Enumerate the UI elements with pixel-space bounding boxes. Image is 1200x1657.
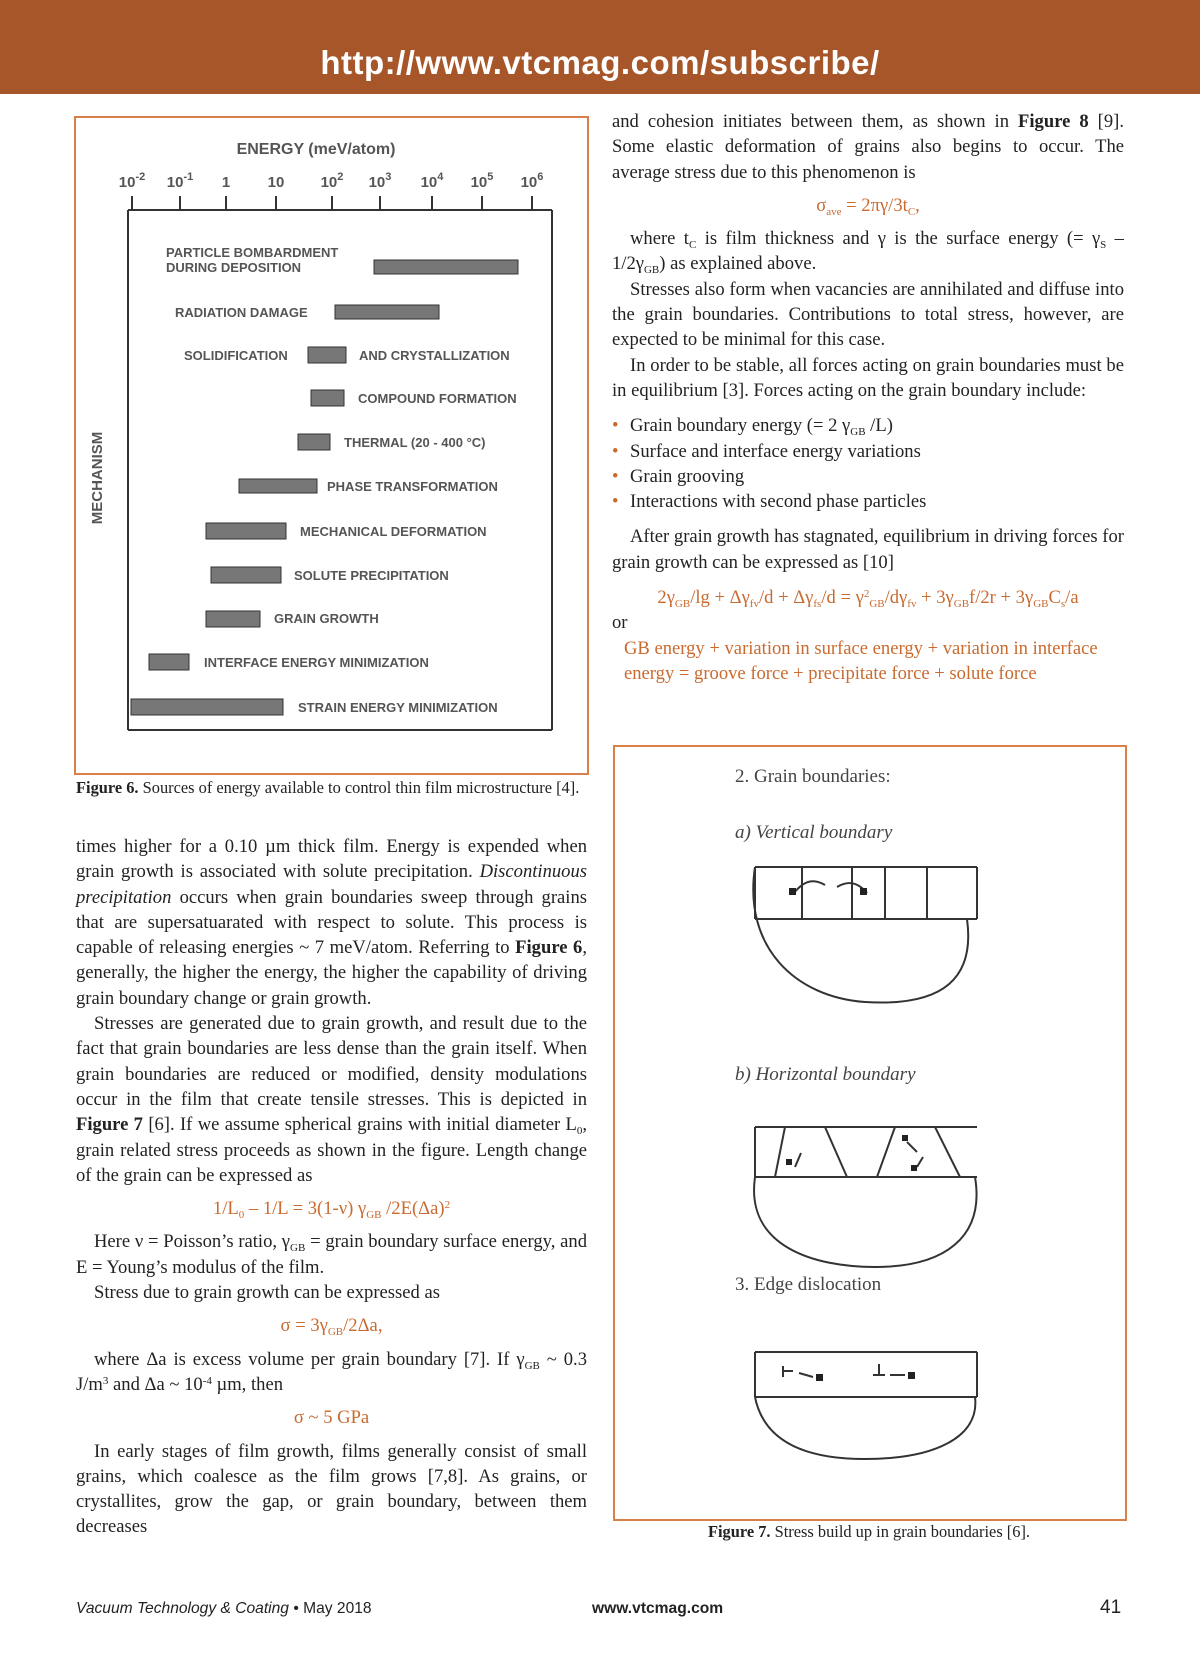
right-paragraph-5: After grain growth has stagnated, equilibrium in driving forces for grain growth can be expressed as [10] bbox=[612, 526, 1124, 573]
energy-tick-label: $10^2$ bbox=[320, 171, 344, 191]
bar-thermal bbox=[298, 434, 330, 450]
figure-7-diagram bbox=[615, 747, 1125, 1519]
figure-7-title: 2. Grain boundaries: bbox=[735, 766, 891, 787]
label-interface-energy: INTERFACE ENERGY MINIMIZATION bbox=[204, 655, 429, 670]
equation-length-change: $1/L_0 - 1/L = 3(1-\nu)$ $\gamma_{GB}$ $/2E(\Delta a)^2$ bbox=[212, 1198, 451, 1222]
left-paragraph-1: times higher for a 0.10 µm thick film. Energy is expended when grain growth is associated with solute precipitation. Discontinuous precipitation occurs when grain boundaries sweep through grains that are supersatuarated with respect to solute. This process is capable of releasing energies ~ 7 meV/atom. Referring to Figure 6, generally, the higher the energy, the higher the capability of driving grain boundary change or grain growth. bbox=[76, 836, 587, 1009]
left-paragraph-6: In early stages of film growth, films generally consist of small grains, which coalesce as the film grows [7,8]. As grains, or crystallites, grow the gap, or grain boundary, between them decreases bbox=[76, 1440, 587, 1538]
right-paragraph-4: In order to be stable, all forces acting on grain boundaries must be in equilibrium [3]. Forces acting on the grain boundary include: bbox=[612, 354, 1124, 401]
figure-7-sub-3: 3. Edge dislocation bbox=[735, 1274, 882, 1295]
energy-tick-label: $10^{-2}$ bbox=[118, 171, 146, 191]
atom-square bbox=[816, 1374, 823, 1381]
right-paragraph-1: and cohesion initiates between them, as shown in Figure 8 [9]. Some elastic deformation of grains also begins to occur. The average stress due to this phenomenon is bbox=[612, 111, 1124, 183]
energy-tick-label: $10^6$ bbox=[520, 171, 544, 191]
label-solidification: SOLIDIFICATION bbox=[184, 348, 288, 363]
label-mechanical-deformation: MECHANICAL DEFORMATION bbox=[300, 524, 487, 539]
right-paragraph-3: Stresses also form when vacancies are annihilated and diffuse into the grain boundaries. Contributions to total stress, however, are expected to be minimal for this case. bbox=[612, 278, 1124, 351]
label-radiation-damage: RADIATION DAMAGE bbox=[175, 305, 308, 320]
bar-interface-energy bbox=[149, 654, 189, 670]
vertical-boundary-diagram bbox=[753, 867, 977, 1003]
label-phase-transformation: PHASE TRANSFORMATION bbox=[327, 479, 498, 494]
energy-tick-label: $10^5$ bbox=[470, 171, 494, 191]
equation-average-stress: $\sigma_{ave} = 2\pi\gamma/3t_C$, bbox=[816, 194, 920, 218]
list-item: • Grain boundary energy (= 2 $\gamma_{GB}$ /L) bbox=[612, 413, 1124, 438]
label-during-deposition: DURING DEPOSITION bbox=[166, 260, 302, 275]
label-compound-formation: COMPOUND FORMATION bbox=[358, 391, 517, 406]
label-particle-bombardment: PARTICLE BOMBARDMENT bbox=[166, 245, 339, 260]
page-number: 41 bbox=[1100, 1597, 1122, 1618]
left-column bbox=[76, 834, 587, 1540]
bar-strain-energy bbox=[131, 699, 283, 715]
atom-square bbox=[860, 888, 867, 895]
figure-6-frame bbox=[74, 116, 589, 775]
energy-axis-title: ENERGY (meV/atom) bbox=[236, 141, 396, 158]
mechanism-axis-label: MECHANISM bbox=[89, 431, 106, 525]
or-text: or bbox=[612, 612, 628, 634]
label-crystallization: AND CRYSTALLIZATION bbox=[359, 348, 510, 363]
label-thermal: THERMAL (20 - 400 °C) bbox=[344, 435, 486, 450]
figure-7-sub-b: b) Horizontal boundary bbox=[735, 1064, 916, 1085]
list-item: • Grain grooving bbox=[612, 464, 1124, 489]
equation-stress-value: σ ~ 5 GPa bbox=[293, 1407, 370, 1429]
bar-solidification bbox=[308, 347, 346, 363]
footer-journal: Vacuum Technology & Coating • May 2018 bbox=[76, 1600, 372, 1617]
atom-square bbox=[789, 888, 796, 895]
equation-stress: $\sigma = 3\gamma_{GB}/2\Delta a$, bbox=[280, 1315, 383, 1339]
horizontal-boundary-diagram bbox=[754, 1127, 977, 1267]
figure-7-frame bbox=[613, 745, 1127, 1521]
left-paragraph-3: Here ν = Poisson’s ratio, $\gamma_{GB}$ = grain boundary surface energy, and E = Young’s modulus of the film. bbox=[76, 1231, 587, 1278]
right-column bbox=[612, 109, 1124, 686]
figure-6-caption: Figure 6. Sources of energy available to control thin film microstructure [4]. bbox=[76, 778, 580, 797]
bar-grain-growth bbox=[206, 611, 260, 627]
atom-square bbox=[908, 1372, 915, 1379]
bar-radiation-damage bbox=[335, 305, 439, 319]
subscribe-url-link[interactable]: http://www.vtcmag.com/subscribe/ bbox=[320, 44, 880, 81]
right-paragraph-2: where $t_C$ is film thickness and γ is the surface energy (= $\gamma_S - 1/2\gamma_{GB}$) as explained above. bbox=[612, 228, 1124, 277]
equation-words: GB energy + variation in surface energy + variation in interface energy = groove force + precipitate force + solute force bbox=[624, 637, 1098, 684]
footer-site[interactable]: www.vtcmag.com bbox=[592, 1600, 724, 1617]
bar-solute-precipitation bbox=[211, 567, 281, 583]
left-paragraph-4: Stress due to grain growth can be expressed as bbox=[94, 1282, 440, 1304]
equation-equilibrium: $2\gamma_{GB}/\lg + \Delta\gamma_{fv}/d + \Delta\gamma_{fs}/d = \gamma^2_{GB}/d\gamma_{fv} + 3\gamma_{GB}f/2r + 3\gamma_{GB}C_s/a$ bbox=[657, 587, 1079, 611]
label-solute-precipitation: SOLUTE PRECIPITATION bbox=[294, 568, 449, 583]
atom-square bbox=[911, 1165, 917, 1171]
forces-list bbox=[612, 413, 1124, 514]
energy-tick-label: $10^{-1}$ bbox=[166, 171, 194, 191]
list-item: • Interactions with second phase particles bbox=[612, 489, 1124, 514]
header-banner bbox=[0, 0, 1200, 94]
energy-tick-label: $10^3$ bbox=[368, 171, 392, 191]
atom-square bbox=[786, 1159, 792, 1165]
left-paragraph-2: Stresses are generated due to grain growth, and result due to the fact that grain boundaries are less dense than the grain itself. When grain boundaries are reduced or modified, density modulations occur in the film that create tensile stresses. This is depicted in Figure 7 [6]. If we assume spherical grains with initial diameter $L_0$, grain related stress proceeds as shown in the figure. Length change of the grain can be expressed as bbox=[76, 1013, 587, 1186]
figure-7-sub-a: a) Vertical boundary bbox=[735, 822, 893, 843]
energy-tick-label: 1 bbox=[221, 174, 231, 191]
bar-mechanical-deformation bbox=[206, 523, 286, 539]
label-grain-growth: GRAIN GROWTH bbox=[274, 611, 379, 626]
bar-compound-formation bbox=[311, 390, 344, 406]
left-paragraph-5: where Δa is excess volume per grain boundary [7]. If $\gamma_{GB}$ ~ 0.3 $J/m^3$ and Δa ~ $10^{-4}$ µm, then bbox=[76, 1348, 587, 1395]
energy-tick-label: $10^4$ bbox=[420, 171, 444, 191]
edge-dislocation-diagram bbox=[755, 1352, 977, 1459]
atom-square bbox=[902, 1135, 908, 1141]
label-strain-energy: STRAIN ENERGY MINIMIZATION bbox=[298, 700, 498, 715]
figure-7-caption: Figure 7. Stress build up in grain boundaries [6]. bbox=[707, 1522, 1031, 1541]
bar-phase-transformation bbox=[239, 479, 317, 493]
figure-6-chart bbox=[76, 118, 587, 773]
energy-tick-label: 10 bbox=[267, 174, 285, 191]
bar-particle-bombardment bbox=[374, 260, 518, 274]
list-item: • Surface and interface energy variations bbox=[612, 439, 1124, 464]
